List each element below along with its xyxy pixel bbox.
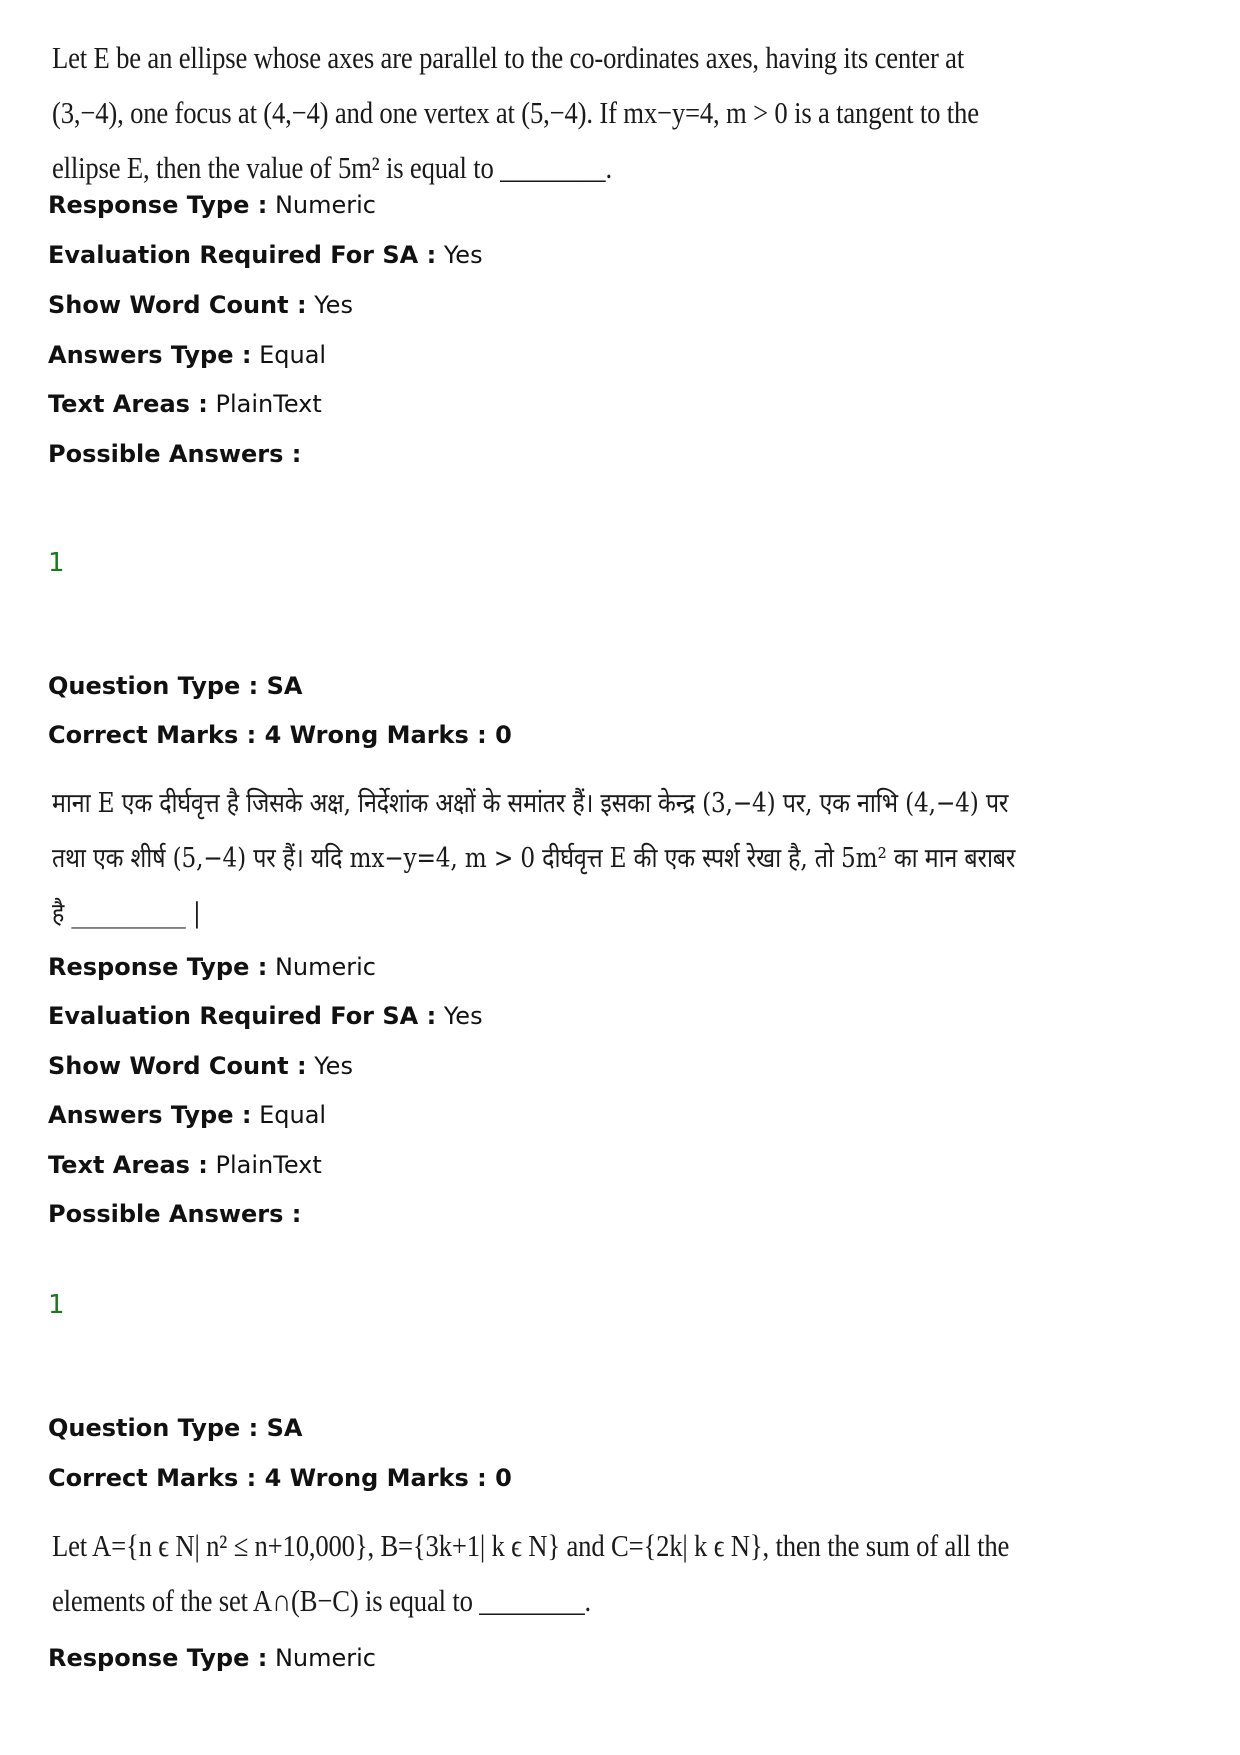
field-value: Numeric — [274, 191, 376, 219]
field-label: Evaluation Required For SA : — [48, 241, 437, 269]
q2-text — [52, 776, 1016, 941]
field-value: Numeric — [274, 953, 376, 981]
field-value: Yes — [443, 241, 483, 269]
q1-text — [52, 30, 979, 195]
q2-line-2: तथा एक शीर्ष (5,−4) पर हैं। यदि mx−y=4, m > 0 दीर्घवृत्त E की एक स्पर्श रेखा है, तो 5m² का मान बराबर — [52, 843, 1016, 874]
q1-answer: 1 — [48, 548, 65, 578]
field-label: Response Type : — [48, 1644, 268, 1672]
q2-response-type — [48, 952, 376, 982]
q1-response-type — [48, 190, 376, 220]
field-value: Yes — [314, 291, 353, 319]
q3-line-1: Let A={n ϵ N| n² ≤ n+10,000}, B={3k+1| k ϵ N} and C={2k| k ϵ N}, then the sum of all the — [52, 1528, 1010, 1563]
q3-question-type — [48, 1413, 302, 1443]
q1-answers-type — [48, 340, 326, 370]
field-label: Question Type : SA — [48, 1414, 303, 1442]
q1-possible-answers — [48, 439, 301, 469]
q2-marks — [48, 720, 512, 750]
field-label: Possible Answers : — [48, 440, 302, 468]
q1-line-3: ellipse E, then the value of 5m² is equal to ________. — [52, 150, 612, 185]
field-value: Yes — [314, 1052, 353, 1080]
q2-possible-answers — [48, 1199, 301, 1229]
field-label: Answers Type : — [48, 1101, 252, 1129]
field-value: Equal — [259, 341, 327, 369]
field-label: Response Type : — [48, 191, 268, 219]
field-label: Show Word Count : — [48, 291, 307, 319]
field-label: Correct Marks : 4 Wrong Marks : 0 — [48, 1464, 512, 1492]
field-label: Text Areas : — [48, 390, 208, 418]
field-label: Text Areas : — [48, 1151, 208, 1179]
field-value: Numeric — [274, 1644, 376, 1672]
q2-line-1: माना E एक दीर्घवृत्त है जिसके अक्ष, निर्देशांक अक्षों के समांतर हैं। इसका केन्द्र (3,−4) पर, एक नाभि (4,−4) पर — [52, 788, 1009, 819]
q2-text-areas — [48, 1150, 322, 1180]
field-label: Answers Type : — [48, 341, 252, 369]
q1-line-1: Let E be an ellipse whose axes are parallel to the co-ordinates axes, having its center at — [52, 40, 965, 75]
field-label: Correct Marks : 4 Wrong Marks : 0 — [48, 721, 512, 749]
q2-line-3: है __________ | — [52, 898, 201, 929]
q3-text — [52, 1518, 1010, 1628]
field-label: Question Type : SA — [48, 672, 303, 700]
q2-show-word-count — [48, 1051, 353, 1081]
q3-line-2: elements of the set A∩(B−C) is equal to ________. — [52, 1583, 591, 1618]
q1-evaluation-required — [48, 240, 483, 270]
q2-answer: 1 — [48, 1290, 65, 1320]
q1-line-2: (3,−4), one focus at (4,−4) and one vertex at (5,−4). If mx−y=4, m > 0 is a tangent to the — [52, 95, 979, 130]
q1-show-word-count — [48, 290, 353, 320]
q2-evaluation-required — [48, 1001, 483, 1031]
field-value: Yes — [443, 1002, 483, 1030]
field-value: Equal — [259, 1101, 327, 1129]
q3-marks — [48, 1463, 512, 1493]
field-label: Evaluation Required For SA : — [48, 1002, 437, 1030]
field-value: PlainText — [215, 390, 322, 418]
q2-answers-type — [48, 1100, 326, 1130]
field-value: PlainText — [215, 1151, 322, 1179]
field-label: Response Type : — [48, 953, 268, 981]
field-label: Possible Answers : — [48, 1200, 302, 1228]
field-label: Show Word Count : — [48, 1052, 307, 1080]
q3-response-type — [48, 1643, 376, 1673]
q1-text-areas — [48, 389, 322, 419]
q2-question-type — [48, 671, 302, 701]
